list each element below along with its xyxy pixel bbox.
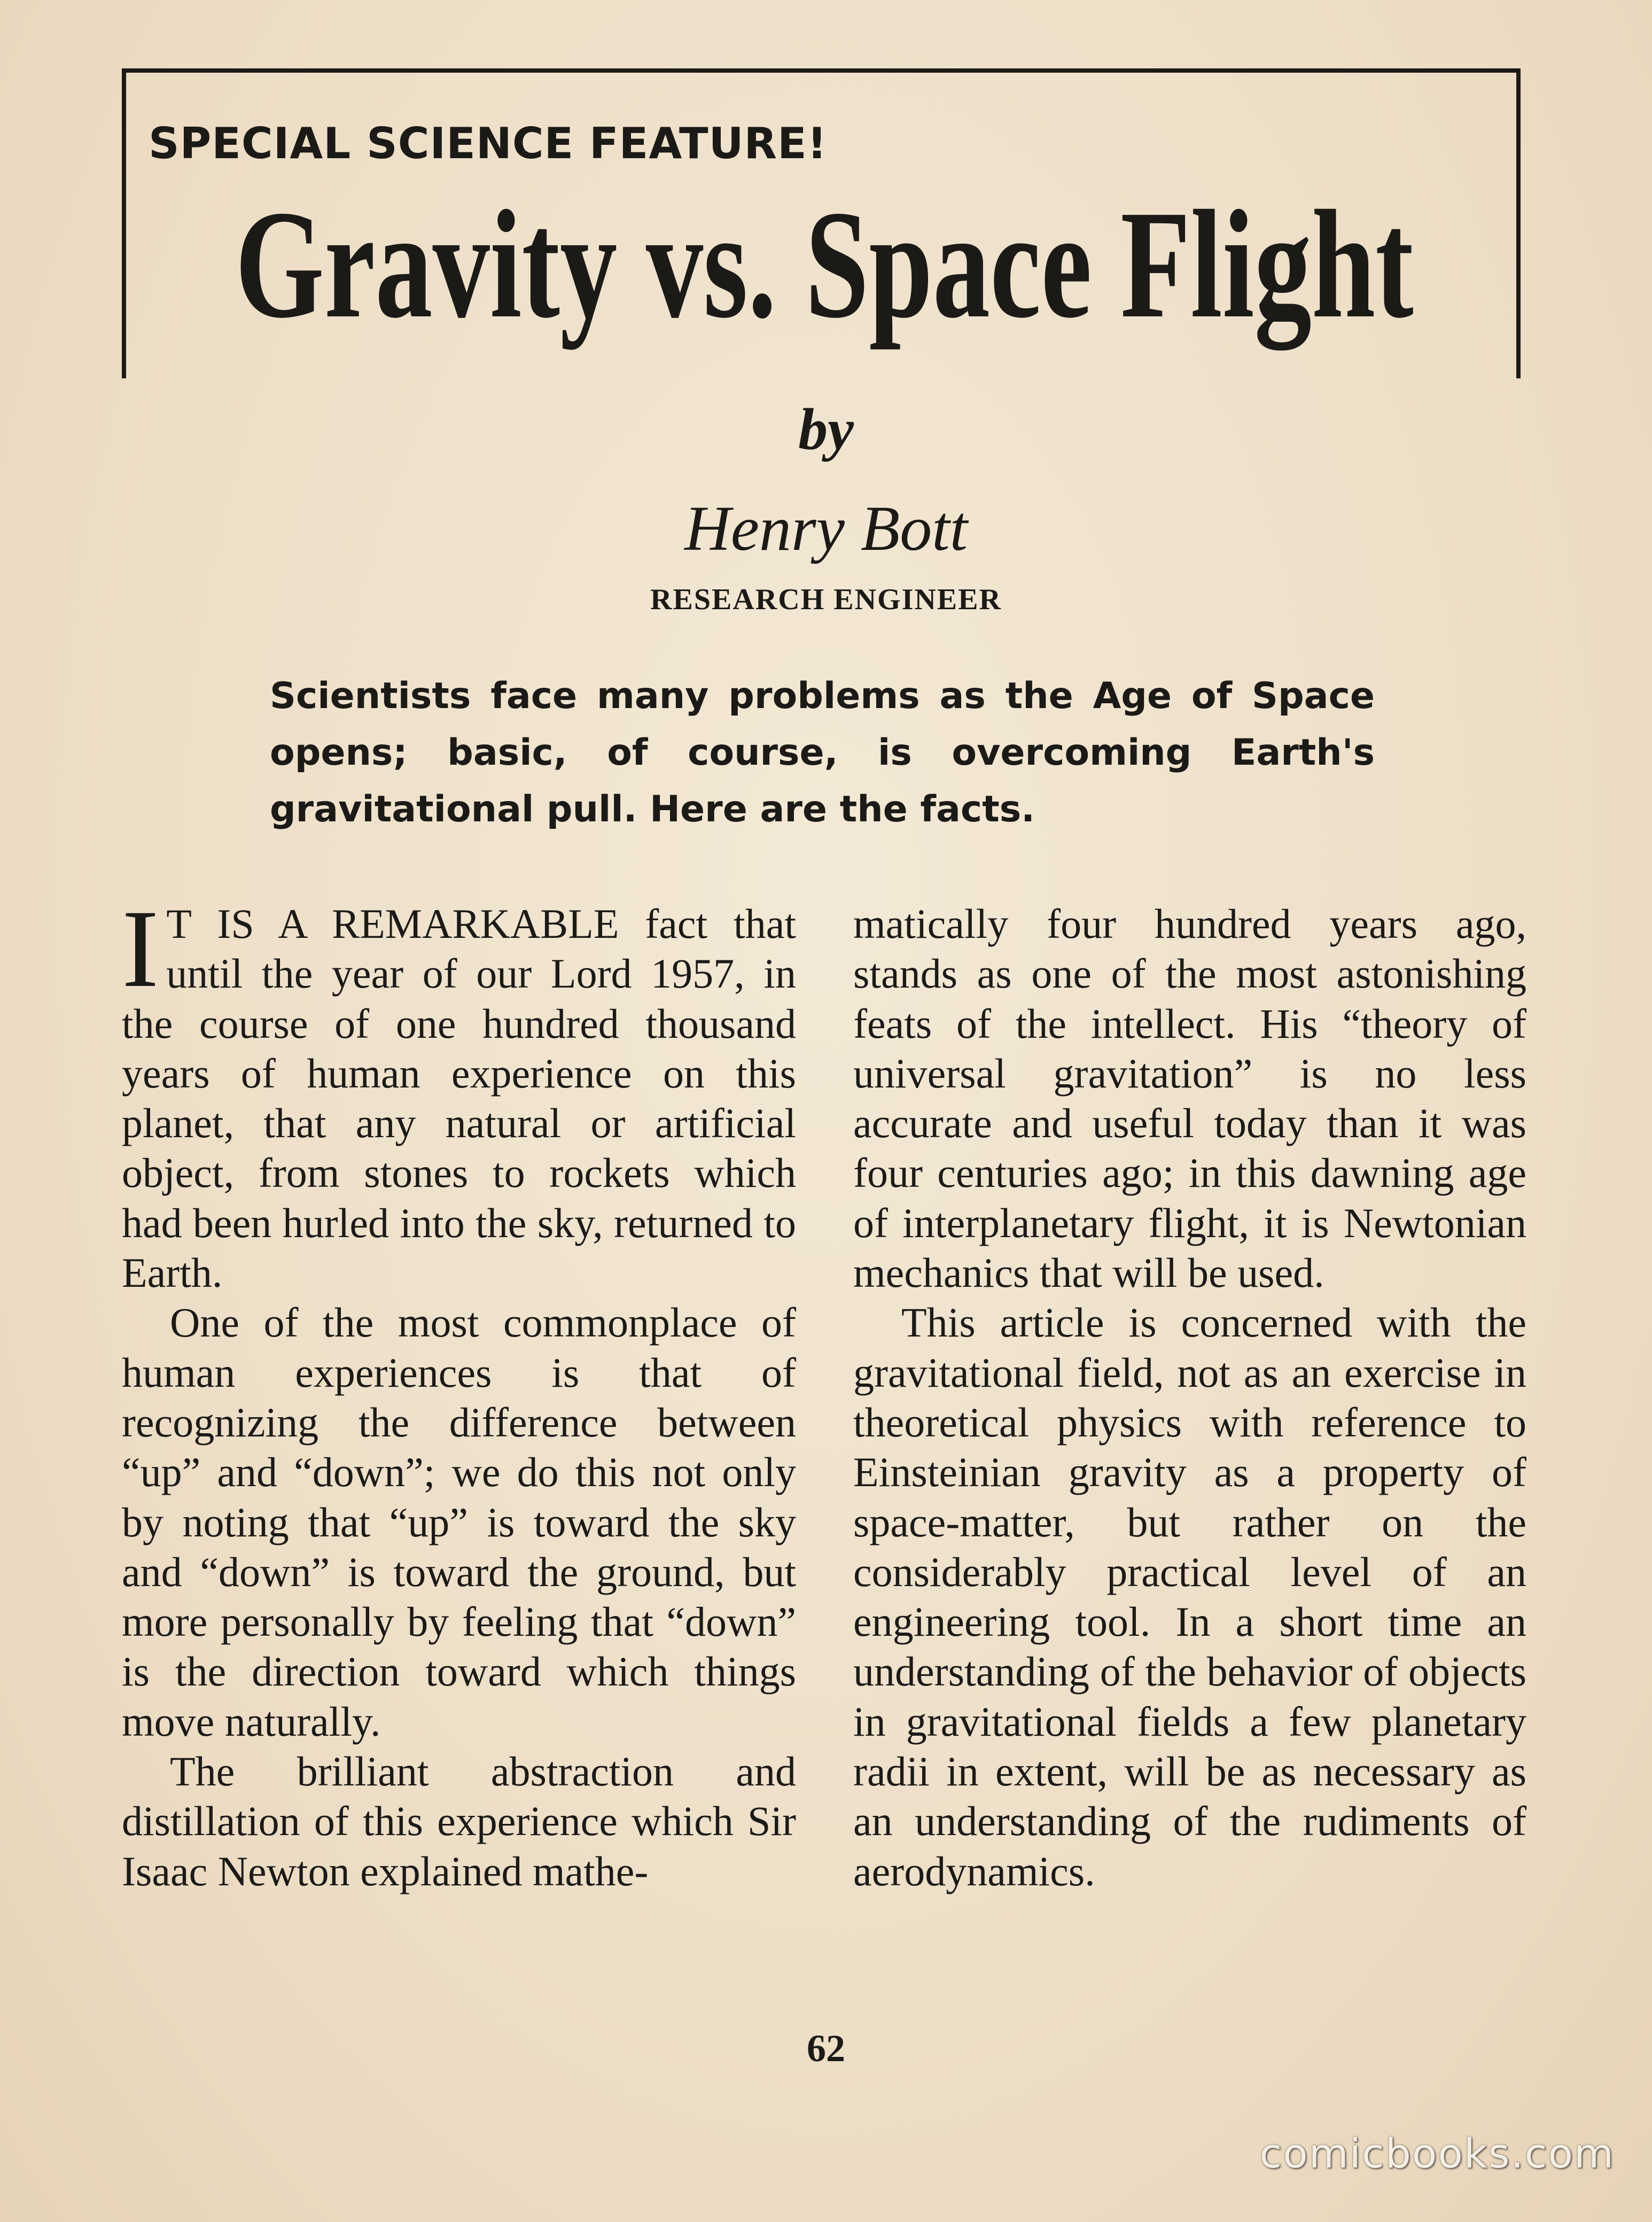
author-name: Henry Bott	[684, 493, 968, 564]
watermark: comicbooks.com	[1259, 2130, 1615, 2177]
article-title: Gravity vs. Space Flight	[235, 178, 1414, 350]
article-column-right	[853, 899, 1526, 1896]
article-paragraph: The brilliant abstraction and distillation of this experience which Sir Isaac Newton explained mathe-	[122, 1748, 796, 1894]
article-paragraph	[122, 887, 796, 1298]
drop-cap: I	[122, 887, 159, 1010]
article-paragraph-text: T IS A REMARKABLE fact that until the year of our Lord 1957, in the course of one hundred thousand years of human experience on this planet, that any natural or artificial object, from stones to rockets which had been hurled into the sky, returned to Earth.	[122, 900, 796, 1296]
page-number: 62	[807, 2027, 845, 2070]
feature-kicker: SPECIAL SCIENCE FEATURE!	[149, 119, 828, 168]
author-title: RESEARCH ENGINEER	[650, 583, 1002, 616]
article-paragraph: matically four hundred years ago, stands as one of the most astonishing feats of the intellect. His “theory of universal gravitation” is no less accurate and useful today than it was four centuries ago; in this dawning age of interplanetary flight, it is Newtonian mechanics that will be used.	[853, 900, 1526, 1296]
article-column-left	[122, 887, 796, 1896]
byline-by: by	[798, 397, 854, 462]
article-paragraph: One of the most commonplace of human experiences is that of recognizing the difference between “up” and “down”; we do this not only by noting that “up” is toward the sky and “down” is toward the ground, but more personally by feeling that “down” is the direction toward which things move naturally.	[122, 1299, 796, 1745]
article-deck: Scientists face many problems as the Age of Space opens; basic, of course, is overcoming Earth's gravitational pull. Here are the facts.	[270, 675, 1375, 830]
article-paragraph: This article is concerned with the gravitational field, not as an exercise in theoretical physics with reference to Einsteinian gravity as a property of space-matter, but rather on the considerably practical level of an engineering tool. In a short time an understanding of the behavior of objects in gravitational fields a few planetary radii in extent, will be as necessary as an understanding of the rudiments of aerodynamics.	[853, 1299, 1526, 1894]
